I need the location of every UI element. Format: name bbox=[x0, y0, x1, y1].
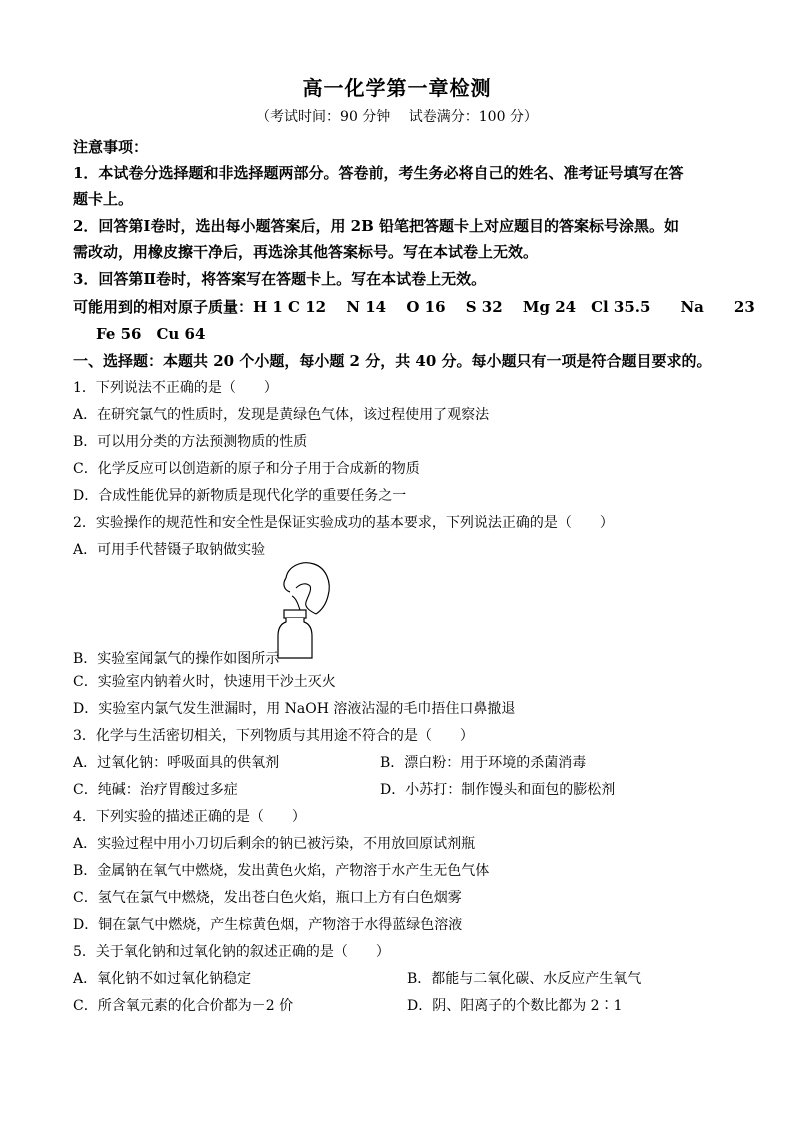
notice-item-2-cont: 需改动，用橡皮擦干净后，再选涂其他答案标号。写在本试卷上无效。 bbox=[73, 243, 539, 261]
q3-option-b: B．漂白粉：用于环境的杀菌消毒 bbox=[380, 755, 587, 771]
notice-item-1: 1．本试卷分选择题和非选择题两部分。答卷前，考生务必将自己的姓名、准考证号填写在答 bbox=[73, 164, 684, 182]
q5-option-c: C．所含氧元素的化合价都为－2 价 bbox=[73, 998, 294, 1014]
q4-option-b: B．金属钠在氧气中燃烧，发出黄色火焰，产物溶于水产生无色气体 bbox=[73, 863, 490, 879]
q1-option-a: A．在研究氯气的性质时，发现是黄绿色气体，该过程使用了观察法 bbox=[73, 407, 490, 423]
smelling-gas-figure bbox=[276, 558, 336, 662]
q3-option-a: A．过氧化钠：呼吸面具的供氧剂 bbox=[73, 755, 280, 771]
atomic-mass-line-1: 可能用到的相对原子质量：H 1 C 12 N 14 O 16 S 32 Mg 24 Cl 35.5 Na 23 bbox=[73, 298, 755, 316]
q4-option-d: D．铜在氯气中燃烧，产生棕黄色烟，产物溶于水得蓝绿色溶液 bbox=[73, 917, 463, 933]
q4-option-a: A．实验过程中用小刀切后剩余的钠已被污染，不用放回原试剂瓶 bbox=[73, 836, 476, 852]
q5-option-b: B．都能与二氧化碳、水反应产生氧气 bbox=[407, 971, 642, 987]
atomic-mass-line-2: Fe 56 Cu 64 bbox=[96, 325, 206, 343]
q3-option-c: C．纯碱：治疗胃酸过多症 bbox=[73, 782, 238, 798]
notice-item-3: 3．回答第Ⅱ卷时，将答案写在答题卡上。写在本试卷上无效。 bbox=[73, 270, 487, 288]
section-heading: 一、选择题：本题共 20 个小题，每小题 2 分，共 40 分。每小题只有一项是符合题目要求的。 bbox=[73, 352, 712, 370]
q2-option-a: A．可用手代替镊子取钠做实验 bbox=[73, 542, 266, 558]
q5-option-d: D．阴、阳离子的个数比都为 2∶1 bbox=[407, 998, 623, 1014]
notice-item-1-cont: 题卡上。 bbox=[73, 190, 134, 208]
q1-option-c: C．化学反应可以创造新的原子和分子用于合成新的物质 bbox=[73, 461, 420, 477]
q3-option-d: D．小苏打：制作馒头和面包的膨松剂 bbox=[380, 782, 616, 798]
q4-stem: 4．下列实验的描述正确的是（ ） bbox=[73, 809, 306, 825]
q2-option-d: D．实验室内氯气发生泄漏时，用 NaOH 溶液沾湿的毛巾捂住口鼻撤退 bbox=[73, 701, 516, 717]
notice-heading: 注意事项： bbox=[73, 138, 149, 156]
exam-title: 高一化学第一章检测 bbox=[302, 76, 492, 100]
q2-option-b: B．实验室闻氯气的操作如图所示 bbox=[73, 651, 280, 667]
q5-option-a: A．氧化钠不如过氧化钠稳定 bbox=[73, 971, 252, 987]
q1-stem: 1．下列说法不正确的是（ ） bbox=[73, 380, 278, 396]
q5-stem: 5．关于氧化钠和过氧化钠的叙述正确的是（ ） bbox=[73, 944, 390, 960]
q4-option-c: C．氢气在氯气中燃烧，发出苍白色火焰，瓶口上方有白色烟雾 bbox=[73, 890, 462, 906]
notice-item-2: 2．回答第Ⅰ卷时，选出每小题答案后，用 2B 铅笔把答题卡上对应题目的答案标号涂黑。如 bbox=[73, 217, 680, 235]
exam-subtitle: （考试时间：90 分钟 试卷满分：100 分） bbox=[256, 109, 538, 125]
q1-option-b: B．可以用分类的方法预测物质的性质 bbox=[73, 434, 308, 450]
q1-option-d: D．合成性能优异的新物质是现代化学的重要任务之一 bbox=[73, 488, 407, 504]
q2-stem: 2．实验操作的规范性和安全性是保证实验成功的基本要求，下列说法正确的是（ ） bbox=[73, 515, 614, 531]
q2-option-c: C．实验室内钠着火时，快速用干沙土灭火 bbox=[73, 674, 336, 690]
q3-stem: 3．化学与生活密切相关，下列物质与其用途不符合的是（ ） bbox=[73, 728, 474, 744]
